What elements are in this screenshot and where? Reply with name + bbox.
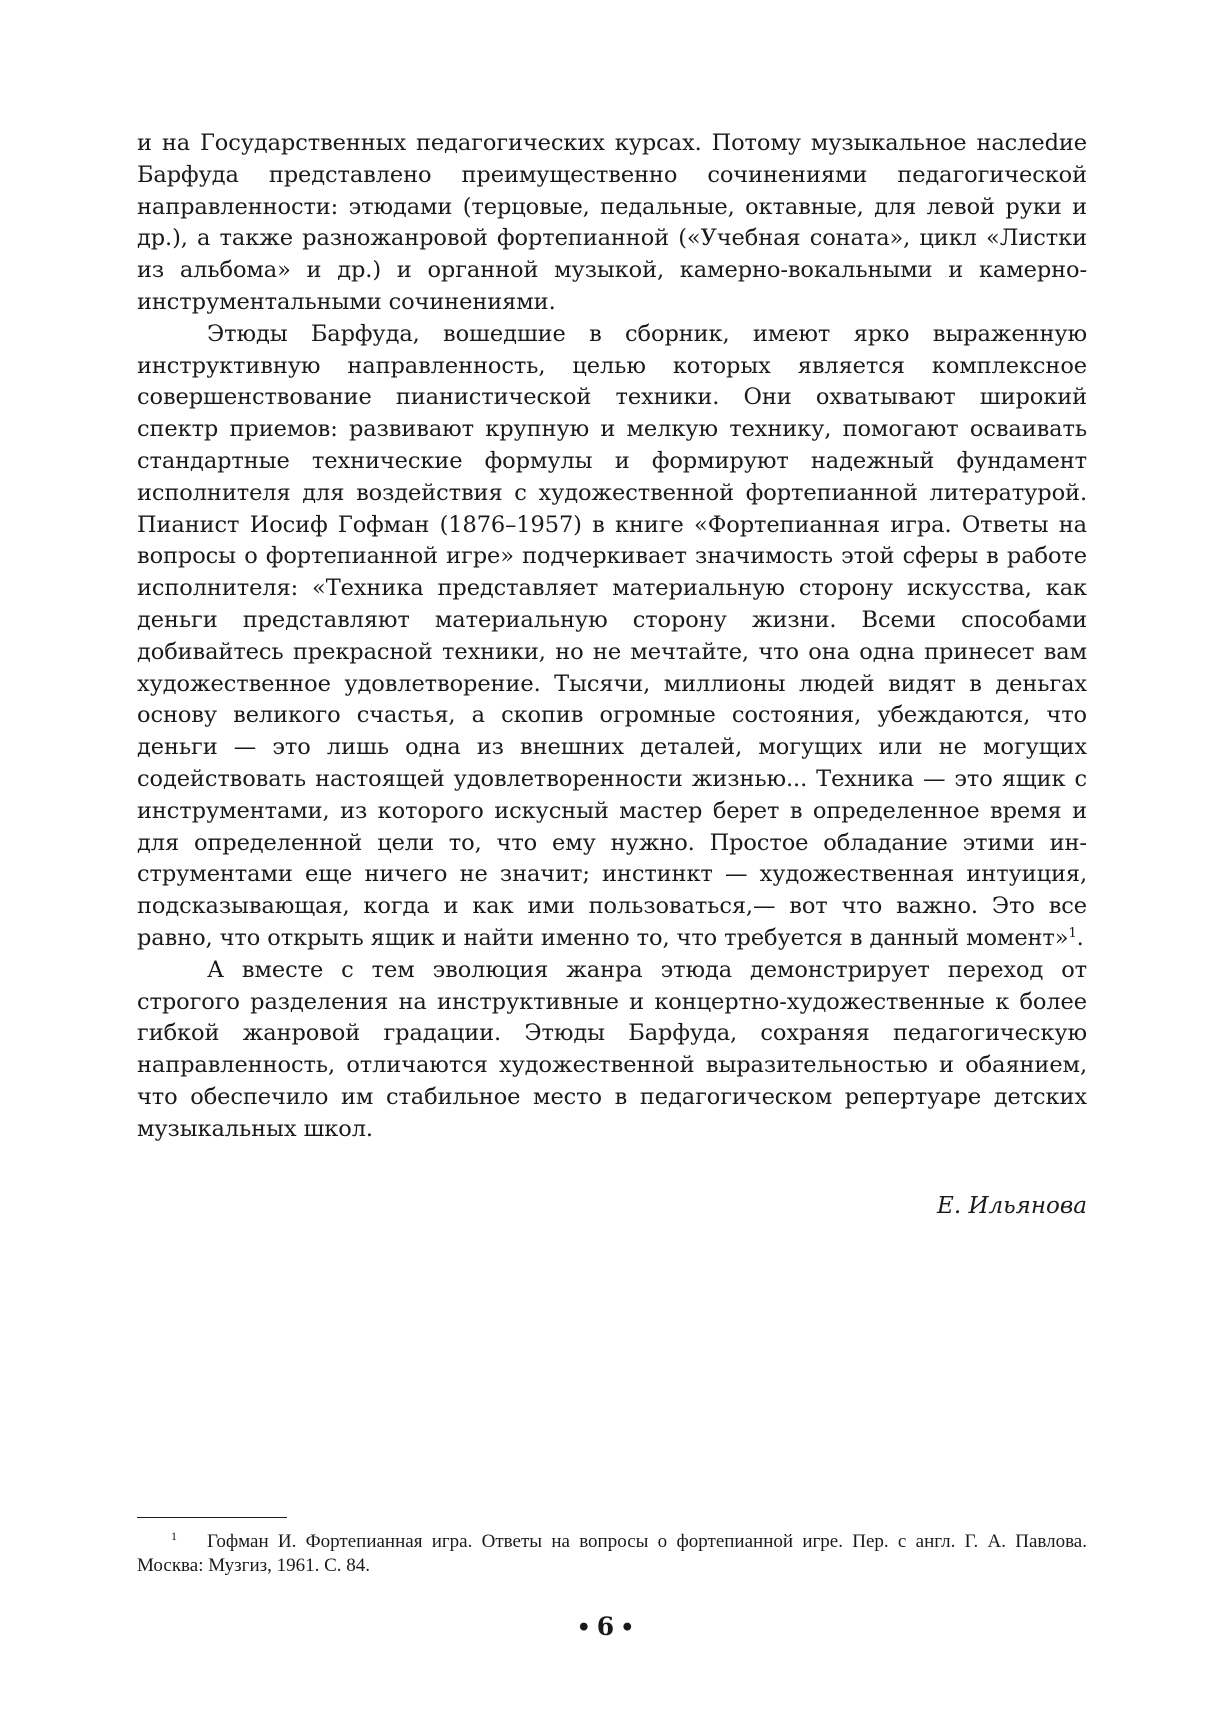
- bullet-icon: •: [576, 1615, 591, 1641]
- paragraph-2: Этюды Барфуда, вошедшие в сборник, имеют ярко выраженную инструктивную направленность, целью которых является комплексное совершенствование пианистической техники. Они охватывают широкий спектр приемов: развивают крупную и мелкую технику, помогают осваивать стандартные технические формулы и формируют надежный фундамент исполнителя для воздействия с художественной фортепианной литературой. Пианист Иосиф Гофман (1876–1957) в книге «Фортепианная игра. Ответы на вопросы о фортепианной игре» подчеркивает значимость этой сферы в работе исполнителя: «Техника представляет материальную сторону искусства, как деньги представляют материальную сторону жизни. Всеми способами добивайтесь прекрасной техники, но не мечтайте, что она одна принесет вам художественное удовлетворение. Тысячи, миллионы людей видят в деньгах основу великого счастья, а скопив огромные состояния, убеждаются, что деньги — это лишь одна из внешних деталей, могущих или не могущих содействовать настоящей удовлетворенности жизнью... Техника — это ящик с инструментами, из которого искусный мастер берет в определенное время и для определенной цели то, что ему нужно. Простое обладание этими инструментами еще ничего не значит; инстинкт — художественная интуиция, подсказывающая, когда и как ими пользоваться,— вот что важно. Это все равно, что открыть ящик и найти именно то, что требуется в данный момент»$^1$.: [137, 320, 1087, 951]
- paragraph-1-text: и на Государственных педагогических курсах. Потому музыкальное наслеdие Барфуда представлено преимущественно сочинениями педагогической направленности: этюдами (терцовые, педальные, октавные, для левой руки и др.), а также разножанровой фортепианной («Учебная соната», цикл «Листки из альбома» и др.) и органной музыкой, камерно-вокальными и камерно-инструментальными сочинениями.: [137, 130, 1087, 315]
- body-text: [137, 128, 1087, 1146]
- author-signature: Е. Ильянова: [937, 1193, 1087, 1219]
- footnote-reference[interactable]: 1: [1068, 926, 1077, 942]
- paragraph-3-text: А вместе с тем эволюция жанра этюда демонстрирует переход от строгого разделения на инструктивные и концертно-художественные к более гибкой жанровой градации. Этюды Барфуда, сохраняя педагогическую направленность, отличаются художественной выразительностью и обаянием, что обеспечило им стабильное место в педагогическом репертуаре детских музыкальных школ.: [137, 956, 1087, 1142]
- footnote-marker: 1: [171, 1528, 177, 1543]
- bullet-icon: •: [620, 1615, 635, 1641]
- page-number: [0, 1612, 1211, 1641]
- paragraph-3: [137, 955, 1087, 1146]
- page-number-value: 6: [596, 1612, 615, 1641]
- footnote: [137, 1530, 1087, 1578]
- footnote-text: Гофман И. Фортепианная игра. Ответы на вопросы о фортепианной игре. Пер. с англ. Г. А. Павлова. Москва: Музгиз, 1961. С. 84.: [137, 1531, 1087, 1576]
- paragraph-1: [137, 128, 1087, 319]
- footnote-divider: [137, 1517, 287, 1518]
- paragraph-2-text: Этюды Барфуда, вошедшие в сборник, имеют ярко выраженную инструктивную направленность, целью которых является комплексное совершенствование пианистической техники. Они охватывают широкий спектр приемов: развивают крупную и мелкую технику, помогают осваивать стандартные технические формулы и формируют надежный фундамент исполнителя для воздействия с художественной фортепианной литературой. Пианист Иосиф Гофман (1876–1957) в книге «Фортепианная игра. Ответы на вопросы о фортепианной игре» подчеркивает значимость этой сферы в работе исполнителя: «Техника представляет материальную сторону искусства, как деньги представляют материальную сторону жизни. Всеми способами добивайтесь прекрасной техники, но не мечтайте, что она одна принесет вам художественное удовлетворение. Тысячи, миллионы людей видят в деньгах основу великого счастья, а скопив огромные состояния, убеждаются, что деньги — это лишь одна из внешних деталей, могущих или не могущих содействовать настоящей удовлетворенности жизнью... Техника — это ящик с инструментами, из которого искусный мастер берет в определенное время и для определенной цели то, что ему нужно. Простое обладание этими инструментами еще ничего не значит; инстинкт — художественная интуиция, подсказывающая, когда и как ими пользоваться,— вот что важно. Это все равно, что открыть ящик и найти именно то, что требуется в данный момент»: [137, 320, 1087, 951]
